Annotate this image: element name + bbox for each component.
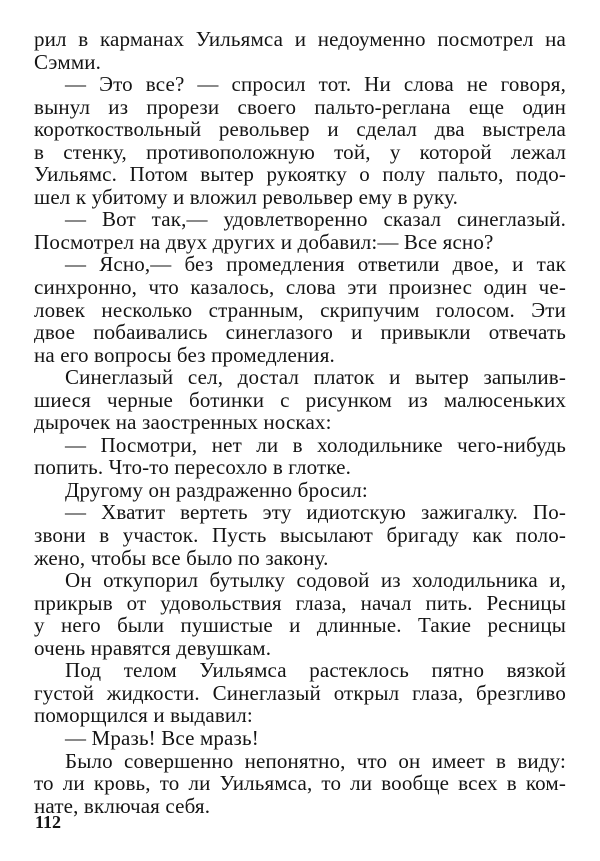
text-line: вынул из прорези своего пальто-реглана еще один: [34, 94, 566, 119]
text-line: густой жидкости. Синеглазый открыл глаза, брезгливо: [34, 680, 566, 705]
text-line: — Вот так,— удовлетворенно сказал синеглазый.: [65, 207, 566, 232]
text-line: Синеглазый сел, достал платок и вытер запылив-: [65, 365, 566, 390]
text-line: нате, включая себя.: [34, 793, 211, 818]
text-line: рил в карманах Уильямса и недоуменно посмотрел на: [34, 27, 566, 51]
text-line: на его вопросы без промедления.: [34, 342, 335, 367]
text-line: попить. Что-то пересохло в глотке.: [34, 455, 352, 480]
text-line: у него были пушистые и длинные. Такие ресницы: [34, 613, 566, 638]
text-line: дырочек на заостренных носках:: [34, 410, 332, 435]
text-line: Сэмми.: [34, 49, 102, 74]
text-line: — Мразь! Все мразь!: [65, 725, 259, 750]
text-line: — Ясно,— без промедления ответили двое, и так: [65, 252, 566, 277]
text-line: Уильямс. Потом вытер рукоятку о полу пальто, подо-: [34, 162, 566, 187]
text-line: — Посмотри, нет ли в холодильнике чего-нибудь: [65, 432, 566, 457]
page-number: 112: [35, 812, 62, 832]
text-line: Под телом Уильямса растеклось пятно вязкой: [65, 658, 566, 683]
text-line: Было совершенно непонятно, что он имеет в виду:: [65, 748, 566, 773]
text-line: короткоствольный револьвер и сделал два выстрела: [34, 117, 566, 142]
text-line: прикрыв от удовольствия глаза, начал пить. Ресницы: [34, 590, 566, 615]
text-line: Посмотрел на двух других и добавил:— Все ясно?: [34, 229, 494, 254]
text-line: очень нравятся девушкам.: [34, 635, 272, 660]
text-line: звони в участок. Пусть высылают бригаду как поло-: [34, 523, 566, 548]
text-line: ловек несколько странным, скрипучим голосом. Эти: [34, 297, 566, 322]
text-line: — Это все? — спросил тот. Ни слова не говоря,: [65, 72, 566, 97]
text-line: то ли кровь, то ли Уильямса, то ли вообще всех в ком-: [34, 771, 566, 796]
text-line: поморщился и выдавил:: [34, 703, 253, 728]
text-line: шиеся черные ботинки с рисунком из малюсеньких: [34, 387, 566, 412]
text-line: Другому он раздраженно бросил:: [65, 477, 368, 502]
text-line: в стенку, противоположную той, у которой лежал: [34, 139, 566, 164]
text-line: жено, чтобы все было по закону.: [34, 545, 329, 570]
text-line: двое побаивались синеглазого и привыкли отвечать: [34, 320, 566, 345]
text-line: Он откупорил бутылку содовой из холодильника и,: [65, 568, 566, 593]
book-page-text: [34, 28, 566, 817]
text-line: шел к убитому и вложил револьвер ему в руку.: [34, 184, 459, 209]
text-line: синхронно, что казалось, слова эти произнес один че-: [34, 275, 566, 300]
text-line: — Хватит вертеть эту идиотскую зажигалку. По-: [65, 500, 566, 525]
